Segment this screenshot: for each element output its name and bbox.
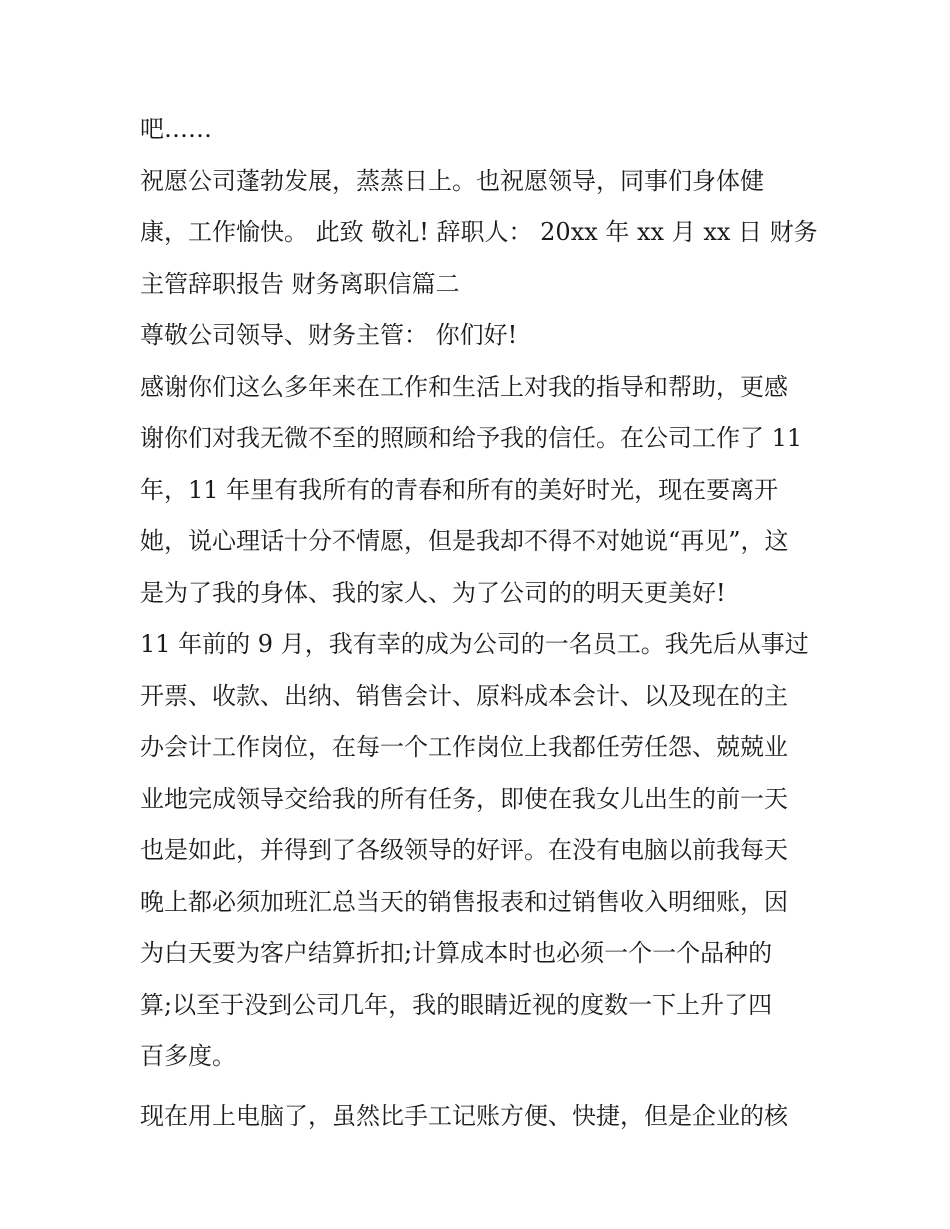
- text-line: 吧……: [140, 115, 212, 143]
- text-line: 祝愿公司蓬勃发展，蒸蒸日上。也祝愿领导，同事们身体健: [140, 166, 764, 195]
- text-line: 算;以至于没到公司几年，我的眼睛近视的度数一下上升了四: [140, 990, 773, 1019]
- text-line: 是为了我的身体、我的家人、为了公司的的明天更美好!: [140, 578, 726, 607]
- text-line: 办会计工作岗位，在每一个工作岗位上我都任劳任怨、兢兢业: [140, 733, 788, 761]
- text-line: 康，工作愉快。 此致 敬礼! 辞职人： 20xx 年 xx 月 xx 日 财务: [140, 218, 818, 246]
- text-line: 现在用上电脑了，虽然比手工记账方便、快捷，但是企业的核: [140, 1101, 788, 1130]
- document-body: [140, 104, 830, 1142]
- text-line: 开票、收款、出纳、销售会计、原料成本会计、以及现在的主: [140, 681, 788, 710]
- text-line: 也是如此，并得到了各级领导的好评。在没有电脑以前我每天: [140, 836, 788, 864]
- text-line: 尊敬公司领导、财务主管： 你们好!: [140, 321, 518, 349]
- text-line: 感谢你们这么多年来在工作和生活上对我的指导和帮助，更感: [140, 372, 788, 401]
- text-line: 谢你们对我无微不至的照顾和给予我的信任。在公司工作了 11: [140, 424, 803, 452]
- text-line: 11 年前的 9 月，我有幸的成为公司的一名员工。我先后从事过: [140, 630, 809, 658]
- text-line: 晚上都必须加班汇总当天的销售报表和过销售收入明细账，因: [140, 887, 788, 916]
- text-line: 年，11 年里有我所有的青春和所有的美好时光，现在要离开: [140, 475, 779, 504]
- text-line: 业地完成领导交给我的所有任务，即使在我女儿出生的前一天: [140, 784, 788, 813]
- text-line: 百多度。: [140, 1042, 236, 1070]
- text-line: 为白天要为客户结算折扣;计算成本时也必须一个一个品种的: [140, 939, 773, 967]
- text-line: 主管辞职报告 财务离职信篇二: [140, 269, 460, 298]
- text-line: 她，说心理话十分不情愿，但是我却不得不对她说“再见”，这: [140, 527, 789, 555]
